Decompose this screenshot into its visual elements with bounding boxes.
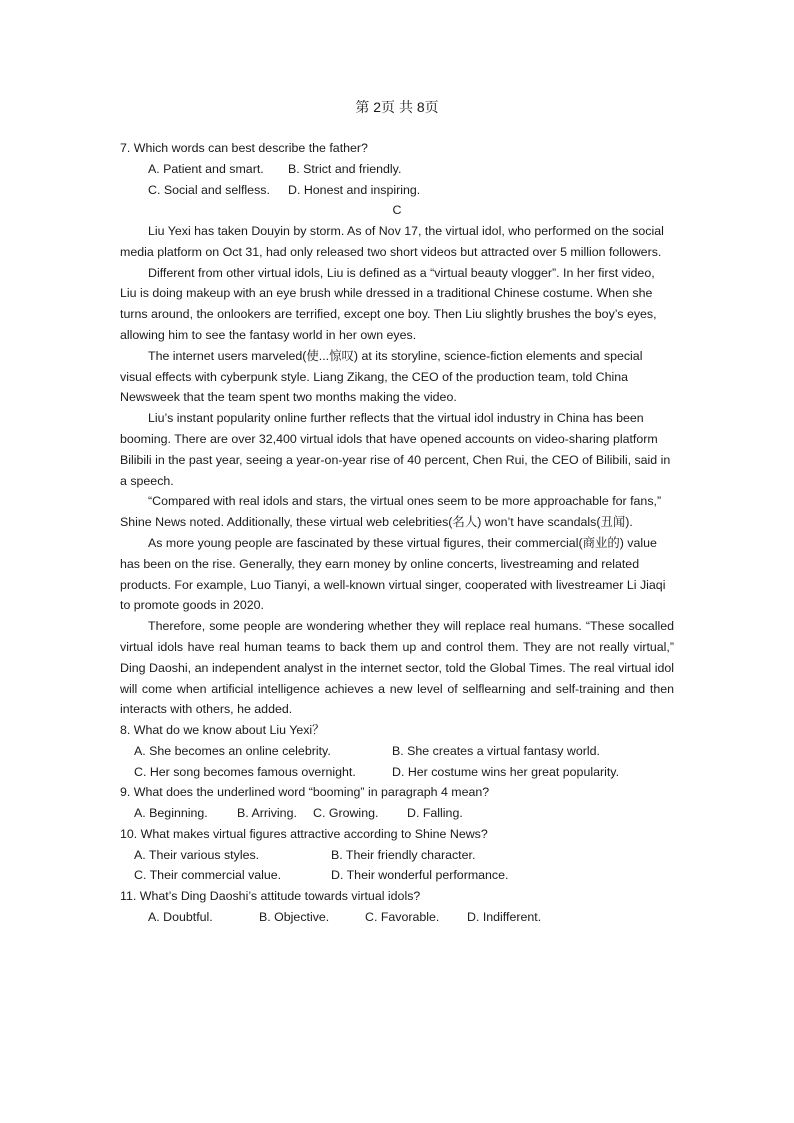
question-10-options-row-1 — [120, 845, 674, 866]
question-10 — [120, 824, 674, 886]
passage-paragraph-6: As more young people are fascinated by these virtual figures, their commercial(商业的) value has been on the rise. Generally, they earn money by online concerts, livestreaming and related products. For example, Luo Tianyi, a well-known virtual singer, cooperated with livestreamer Li Jiaqi to promote goods in 2020. — [120, 535, 666, 613]
passage-paragraph-2: Different from other virtual idols, Liu is defined as a “virtual beauty vlogger”. In her first video, Liu is doing makeup with an eye brush while dressed in a traditional Chinese costume. When she turns around, the onlookers are terrified, except one boy. Then Liu slightly brushes the boy’s eyes, allowing him to see the fantasy world in her own eyes. — [120, 265, 657, 342]
question-8-option-a: A. She becomes an online celebrity. — [134, 744, 331, 759]
question-7-options-row-2 — [120, 180, 674, 201]
page-number-header: 第 2页 共 8页 — [355, 99, 439, 115]
passage-paragraph-3: The internet users marveled(使...惊叹) at its storyline, science-fiction elements and special visual effects with cyberpunk style. Liang Zikang, the CEO of the production team, told China Newsweek that the team spent two months making the video. — [120, 348, 643, 405]
question-7-option-c: C. Social and selfless. — [148, 182, 270, 197]
question-8-stem: 8. What do we know about Liu Yexi？ — [120, 723, 325, 738]
question-10-option-a: A. Their various styles. — [134, 847, 260, 862]
question-9-option-c: C. Growing. — [313, 806, 379, 821]
question-9-options-row — [120, 803, 674, 824]
question-11-options-row — [120, 907, 674, 928]
document-body — [120, 138, 674, 927]
question-10-stem: 10. What makes virtual figures attractive according to Shine News? — [120, 826, 488, 841]
question-10-options-row-2 — [120, 865, 674, 886]
question-8-options-row-2 — [120, 762, 674, 783]
question-10-option-b: B. Their friendly character. — [331, 847, 476, 862]
question-9-option-a: A. Beginning. — [134, 806, 208, 821]
question-8-option-c: C. Her song becomes famous overnight. — [134, 764, 356, 779]
question-11-stem: 11. What’s Ding Daoshi’s attitude towards virtual idols? — [120, 888, 421, 903]
question-7-option-b: B. Strict and friendly. — [288, 162, 402, 176]
question-9-option-d: D. Falling. — [407, 806, 463, 821]
question-11-option-c: C. Favorable. — [365, 909, 440, 924]
question-9-option-b: B. Arriving. — [237, 806, 297, 821]
reading-passage — [120, 221, 674, 720]
question-7-options-row-1 — [120, 159, 674, 180]
section-heading: C — [392, 203, 402, 217]
question-7-stem: 7. Which words can best describe the father? — [120, 141, 368, 155]
question-7-option-d: D. Honest and inspiring. — [288, 182, 421, 197]
question-8 — [120, 720, 674, 782]
question-11-option-b: B. Objective. — [259, 909, 330, 924]
question-10-option-c: C. Their commercial value. — [134, 868, 282, 883]
passage-paragraph-4: Liu’s instant popularity online further reflects that the virtual idol industry in China has been booming. There are over 32,400 virtual idols that have opened accounts on video-sharing platform Bilibili in the past year, seeing a year-on-year rise of 40 percent, Chen Rui, the CEO of Bilibili, said in a speech. — [120, 411, 671, 488]
passage-paragraph-1: Liu Yexi has taken Douyin by storm. As of Nov 17, the virtual idol, who performed on the social media platform on Oct 31, had only released two short videos but attracted over 5 million followers. — [120, 224, 664, 259]
question-10-option-d: D. Their wonderful performance. — [331, 868, 509, 883]
passage-paragraph-7: Therefore, some people are wondering whether they will replace real humans. “These socalled virtual idols have real human teams to back them up and control them. They are not really virtual,” Ding Daoshi, an independent analyst in the internet sector, told the Global Times. The real virtual idol will come when artificial intelligence achieves a new level of selflearning and self-training and then interacts with others, he added. — [120, 619, 674, 717]
question-11-option-a: A. Doubtful. — [148, 909, 213, 924]
question-8-options-row-1 — [120, 741, 674, 762]
question-9-stem: 9. What does the underlined word “booming” in paragraph 4 mean? — [120, 785, 490, 800]
question-9 — [120, 782, 674, 824]
question-7 — [120, 138, 674, 200]
question-8-option-d: D. Her costume wins her great popularity. — [392, 764, 620, 779]
passage-paragraph-5: “Compared with real idols and stars, the virtual ones seem to be more approachable for fans,” Shine News noted. Additionally, these virtual web celebrities(名人) won’t have scandals(丑闻). — [120, 494, 662, 530]
question-11-option-d: D. Indifferent. — [467, 909, 542, 924]
question-11 — [120, 886, 674, 928]
question-7-option-a: A. Patient and smart. — [148, 162, 264, 176]
question-8-option-b: B. She creates a virtual fantasy world. — [392, 744, 600, 759]
